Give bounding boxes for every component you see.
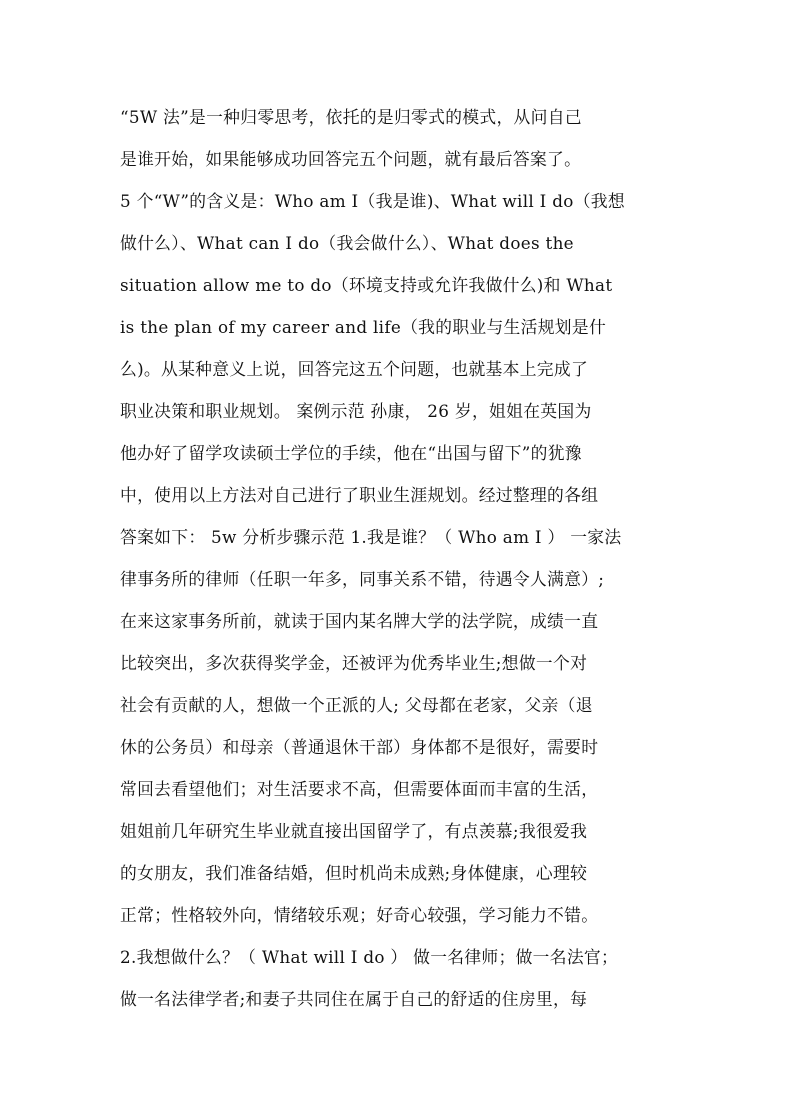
text-line: 律事务所的律师（任职一年多，同事关系不错，待遇令人满意）; bbox=[120, 569, 605, 589]
text-line: 休的公务员）和母亲（普通退休干部）身体都不是很好，需要时 bbox=[120, 737, 599, 757]
text-line: 社会有贡献的人，想做一个正派的人; 父母都在老家，父亲（退 bbox=[120, 695, 593, 715]
text-line: is the plan of my career and life（我的职业与生活规划是什 bbox=[120, 317, 607, 337]
text-line: 正常；性格较外向，情绪较乐观；好奇心较强，学习能力不错。 bbox=[120, 905, 599, 925]
text-line: 他办好了留学攻读硕士学位的手续，他在“出国与留下”的犹豫 bbox=[120, 443, 582, 463]
text-line: 做什么）、What can I do（我会做什么）、What does the bbox=[120, 233, 574, 253]
text-line: 么)。从某种意义上说，回答完这五个问题，也就基本上完成了 bbox=[120, 359, 589, 379]
text-line: 比较突出，多次获得奖学金，还被评为优秀毕业生;想做一个对 bbox=[120, 653, 588, 673]
text-line: 职业决策和职业规划。 案例示范 孙康， 26 岁，姐姐在英国为 bbox=[120, 401, 592, 421]
text-line: 做一名法律学者;和妻子共同住在属于自己的舒适的住房里，每 bbox=[120, 989, 588, 1009]
text-line: 的女朋友，我们准备结婚，但时机尚未成熟;身体健康，心理较 bbox=[120, 863, 588, 883]
text-line: “5W 法”是一种归零思考，依托的是归零式的模式，从问自己 bbox=[120, 107, 582, 127]
text-line: 答案如下： 5w 分析步骤示范 1.我是谁？（ Who am I ） 一家法 bbox=[120, 527, 622, 547]
body-text bbox=[120, 96, 674, 1020]
text-line: 姐姐前几年研究生毕业就直接出国留学了，有点羡慕;我很爱我 bbox=[120, 821, 588, 841]
text-line: 是谁开始，如果能够成功回答完五个问题，就有最后答案了。 bbox=[120, 149, 582, 169]
text-line: 5 个“W”的含义是：Who am I（我是谁)、What will I do（我想 bbox=[120, 191, 625, 211]
text-line: 2.我想做什么？（ What will I do ） 做一名律师；做一名法官； bbox=[120, 947, 619, 967]
text-line: situation allow me to do（环境支持或允许我做什么)和 What bbox=[120, 275, 613, 295]
text-line: 中，使用以上方法对自己进行了职业生涯规划。经过整理的各组 bbox=[120, 485, 599, 505]
text-line: 在来这家事务所前，就读于国内某名牌大学的法学院，成绩一直 bbox=[120, 611, 599, 631]
text-line: 常回去看望他们；对生活要求不高，但需要体面而丰富的生活， bbox=[120, 779, 599, 799]
